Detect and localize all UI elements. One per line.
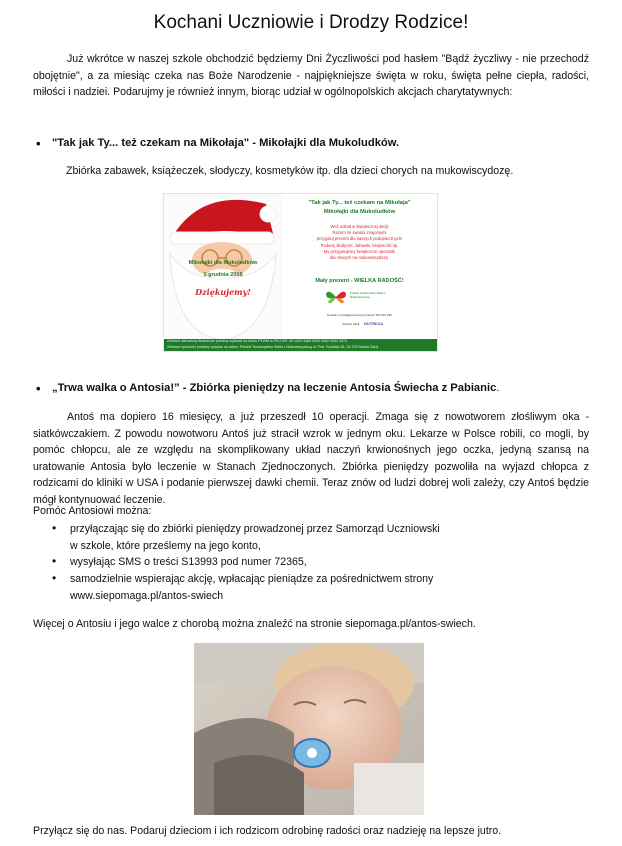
bullet-icon: • bbox=[36, 381, 41, 396]
section1-description: Zbiórka zabawek, książeczek, słodyczy, kosmetyków itp. dla dzieci chorych na mukowiscydozę. bbox=[66, 165, 514, 177]
help-item-line1: przyłączając się do zbiórki pieniędzy prowadzonej przez Samorząd Uczniowski bbox=[70, 523, 440, 535]
help-item bbox=[52, 554, 307, 571]
poster-strip-line1: Zebrane darowizny finansowe prosimy wpłacać na konto PTWM w PKO BP: 49 1020 3466 0000 9302 0002 3473 bbox=[167, 339, 347, 343]
bullet-icon: • bbox=[52, 571, 57, 585]
poster-body bbox=[282, 224, 437, 261]
poster-slogan: Mały prezent - WIELKA RADOŚĆ! bbox=[315, 278, 404, 284]
mikolajki-poster bbox=[163, 193, 438, 352]
help-item-link[interactable]: www.siepomaga.pl/antos-swiech bbox=[70, 589, 224, 602]
poster-left-thanks: Dziękujemy! bbox=[195, 287, 251, 297]
poster-partner-label: Partner akcji: bbox=[342, 322, 360, 326]
help-item bbox=[52, 521, 440, 554]
child-photo bbox=[194, 643, 424, 815]
poster-body-line: Weź udział w świątecznej akcji! bbox=[330, 224, 389, 229]
poster-left-date: 1 grudnia 2018 bbox=[203, 272, 243, 278]
closing-text: Przyłącz się do nas. Podaruj dzieciom i ich rodzicom odrobinę radości oraz nadzieję na lepsze jutro. bbox=[33, 825, 502, 837]
bullet-icon: • bbox=[52, 554, 57, 568]
poster-partner-name: NUTRICIA bbox=[364, 321, 384, 326]
poster-contact: Kontakt: poczta@pomocmyj.pl tel.tel: 504 210 290 bbox=[327, 313, 392, 317]
section2-heading bbox=[36, 381, 500, 396]
section2-heading-tail: . bbox=[496, 382, 500, 394]
bullet-icon: • bbox=[52, 521, 57, 535]
section1-heading-text: "Tak jak Ty... też czekam na Mikołaja" - Mikołajki dla Mukoludków. bbox=[52, 137, 400, 149]
poster-body-line: Razem ze swoimi znajomymi bbox=[332, 230, 387, 236]
poster-body-line: Podaruj słodycze, zabawki, książeczki itp. bbox=[320, 242, 399, 248]
section1-heading bbox=[36, 136, 400, 151]
intro-paragraph: Już wkrótce w naszej szkole obchodzić będziemy Dni Życzliwości pod hasłem "Bądź życzliwy - nie przechodź obojętnie", a za miesiąc czeka nas Boże Narodzenie - najpiękniejsze święta w roku, święta pełne ciepła, radości, miłości i nadziei. Podarujmy je również innym, biorąc udział w ogólnopolskich akcjach charytatywnych: bbox=[33, 53, 589, 98]
poster-left-title: Mikołajki dla Mukoludków bbox=[188, 260, 258, 266]
help-item-line2: w szkole, które prześlemy na jego konto, bbox=[70, 539, 261, 552]
section2-heading-text: „Trwa walka o Antosia!” - Zbiórka pieniędzy na leczenie Antosia Świecha z Pabianic bbox=[52, 382, 497, 394]
poster-footer-strip bbox=[164, 339, 437, 351]
poster-body-line: My przygotujemy świąteczne upominki bbox=[323, 248, 396, 254]
poster-body-line: dla chorych na mukowiscydozę. bbox=[329, 255, 390, 261]
poster-strip-line2: Zebrane upominki prosimy wysyłać na adres: Polskie Towarzystwo Walki z Mukowiscydozą ul. Prof. Rudnika 36, 34-700 Rabka Zdrój bbox=[167, 344, 379, 349]
santa-icon bbox=[164, 194, 282, 342]
santa-illustration bbox=[164, 194, 282, 342]
bullet-icon: • bbox=[36, 136, 41, 151]
poster-body-line: przygotuj prezent dla naszych podopiecznych! bbox=[316, 236, 403, 242]
more-info: Więcej o Antosiu i jego walce z chorobą można znaleźć na stronie siepomaga.pl/antos-swiech. bbox=[33, 618, 476, 630]
page-title: Kochani Uczniowie i Drodzy Rodzice! bbox=[153, 12, 469, 33]
poster-org-name: Polskie Towarzystwo Walki z Mukowiscydozą bbox=[350, 291, 386, 299]
help-item-line1: wysyłając SMS o treści S13993 pod numer 72365, bbox=[70, 556, 307, 568]
poster-title-line2: Mikołajki dla Mukoludków bbox=[323, 209, 396, 215]
poster-title-line1: "Tak jak Ty... też czekam na Mikołaja" bbox=[308, 200, 411, 206]
help-item-line1: samodzielnie wspierając akcję, wpłacając pieniądze za pośrednictwem strony bbox=[70, 573, 434, 585]
antos-paragraph: Antoś ma dopiero 16 miesięcy, a już przeszedł 10 operacji. Zmaga się z nowotworem złośliwym oka - siatkówczakiem. Z powodu nowotworu Antoś już stracił wzrok w jednym oku. Lekarze w Polsce robili, co mogli, by pomóc chłopcu, ale ze względu na skomplikowany układ naczyń krwionośnych jego oczka, jedyną szansą na uratowanie Antosia było leczenie w Stanach Zjednoczonych. Zbiórka pieniędzy pozwoliła na wyjazd chłopca z rodzicami do kliniki w USA i podanie pierwszej dawki chemii. Teraz znów od ludzi dobrej woli zależy, czy Antoś będzie mógł kontynuować leczenie. bbox=[33, 411, 589, 506]
help-item bbox=[52, 571, 434, 604]
help-intro: Pomóc Antosiowi można: bbox=[33, 505, 152, 517]
butterfly-logo-icon bbox=[324, 288, 348, 306]
